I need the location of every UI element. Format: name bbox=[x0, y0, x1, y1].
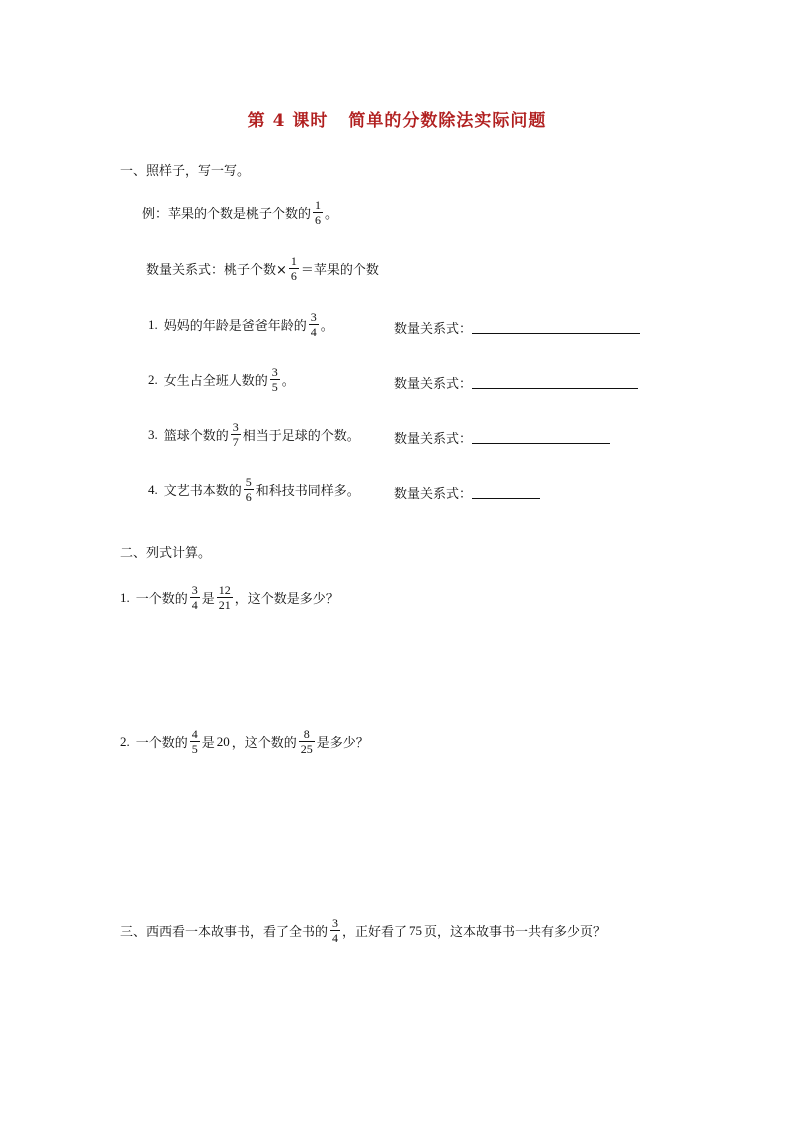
relation-field: 数量关系式： bbox=[394, 483, 540, 502]
fraction: $\frac{4}{5}$ bbox=[191, 727, 198, 756]
list-item: 1. 妈妈的年龄是爸爸年龄的 $\frac{3}{4}$ 。 bbox=[148, 310, 334, 339]
list-item: 4. 文艺书本数的 $\frac{5}{6}$ 和科技书同样多。 bbox=[148, 475, 360, 504]
lesson-number: 第 4 课时 bbox=[247, 111, 329, 131]
answer-blank[interactable] bbox=[472, 376, 638, 389]
question-1: 1. 一个数的 $\frac{3}{4}$ 是 $\frac{12}{21}$ ，这个数是多少？ bbox=[120, 583, 339, 612]
fraction: $\frac{12}{21}$ bbox=[218, 583, 231, 612]
list-item: 2. 女生占全班人数的 $\frac{3}{5}$ 。 bbox=[148, 365, 295, 394]
example-relation: 数量关系式：桃子个数× $\frac{1}{6}$ ＝苹果的个数 bbox=[146, 254, 379, 283]
fraction: $\frac{3}{4}$ bbox=[332, 916, 339, 945]
answer-blank[interactable] bbox=[472, 486, 540, 499]
relation-field: 数量关系式： bbox=[394, 428, 610, 447]
section2-heading: 二、列式计算。 bbox=[120, 546, 212, 561]
fraction: $\frac{5}{6}$ bbox=[245, 475, 252, 504]
lesson-topic: 简单的分数除法实际问题 bbox=[348, 111, 547, 131]
section3-question: 三、西西看一本故事书，看了全书的 $\frac{3}{4}$ ，正好看了 75 页，这本故事书一共有多少页？ bbox=[120, 916, 607, 945]
fraction: $\frac{3}{7}$ bbox=[232, 420, 239, 449]
fraction: $\frac{8}{25}$ bbox=[300, 727, 313, 756]
example-line: 例：苹果的个数是桃子个数的 $\frac{1}{6}$ 。 bbox=[142, 198, 339, 227]
page-title bbox=[0, 106, 794, 131]
fraction: $\frac{1}{6}$ bbox=[315, 198, 322, 227]
fraction: $\frac{3}{5}$ bbox=[271, 365, 278, 394]
relation-field: 数量关系式： bbox=[394, 318, 640, 337]
question-2: 2. 一个数的 $\frac{4}{5}$ 是 20 ，这个数的 $\frac{8}{25}$ 是多少？ bbox=[120, 727, 369, 756]
list-item: 3. 篮球个数的 $\frac{3}{7}$ 相当于足球的个数。 bbox=[148, 420, 360, 449]
answer-blank[interactable] bbox=[472, 431, 610, 444]
section1-heading: 一、照样子，写一写。 bbox=[120, 164, 251, 179]
answer-blank[interactable] bbox=[472, 321, 640, 334]
fraction: $\frac{3}{4}$ bbox=[191, 583, 198, 612]
relation-field: 数量关系式： bbox=[394, 373, 638, 392]
fraction: $\frac{3}{4}$ bbox=[310, 310, 317, 339]
fraction: $\frac{1}{6}$ bbox=[290, 254, 297, 283]
